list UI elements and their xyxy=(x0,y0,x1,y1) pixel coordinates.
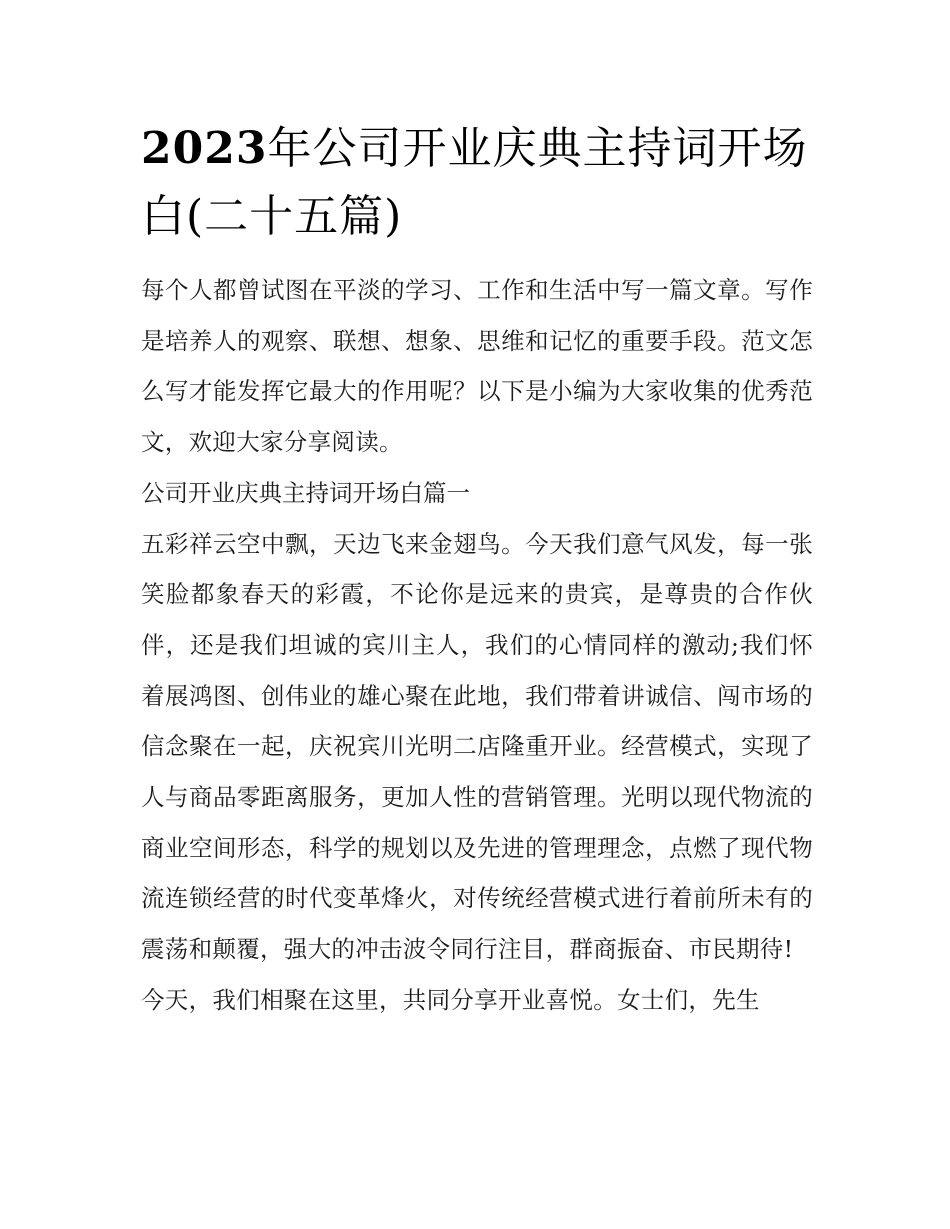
section-heading: 公司开业庆典主持词开场白篇一 xyxy=(141,478,470,507)
intro-paragraph: 每个人都曾试图在平淡的学习、工作和生活中写一篇文章。写作是培养人的观察、联想、想象、思维和记忆的重要手段。范文怎么写才能发挥它最大的作用呢？以下是小编为大家收集的优秀范文，欢迎大家分享阅读。 xyxy=(141,276,813,457)
body-paragraph-2: 今天，我们相聚在这里，共同分享开业喜悦。女士们，先生 xyxy=(141,985,760,1014)
document-title xyxy=(141,115,813,251)
title-text: 年公司开业庆典主持词开场白(二十五篇) xyxy=(141,123,808,242)
title-year: 2023 xyxy=(141,123,268,174)
body-paragraph-1: 五彩祥云空中飘，天边飞来金翅鸟。今天我们意气风发，每一张笑脸都象春天的彩霞，不论你是远来的贵宾，是尊贵的合作伙伴，还是我们坦诚的宾川主人，我们的心情同样的激动;我们怀着展鸿图、创伟业的雄心聚在此地，我们带着讲诚信、闯市场的信念聚在一起，庆祝宾川光明二店隆重开业。经营模式，实现了人与商品零距离服务，更加人性的营销管理。光明以现代物流的商业空间形态，科学的规划以及先进的管理理念，点燃了现代物流连锁经营的时代变革烽火，对传统经营模式进行着前所未有的震荡和颠覆，强大的冲击波令同行注目，群商振奋、市民期待! xyxy=(141,529,813,964)
document-body xyxy=(141,115,813,1026)
